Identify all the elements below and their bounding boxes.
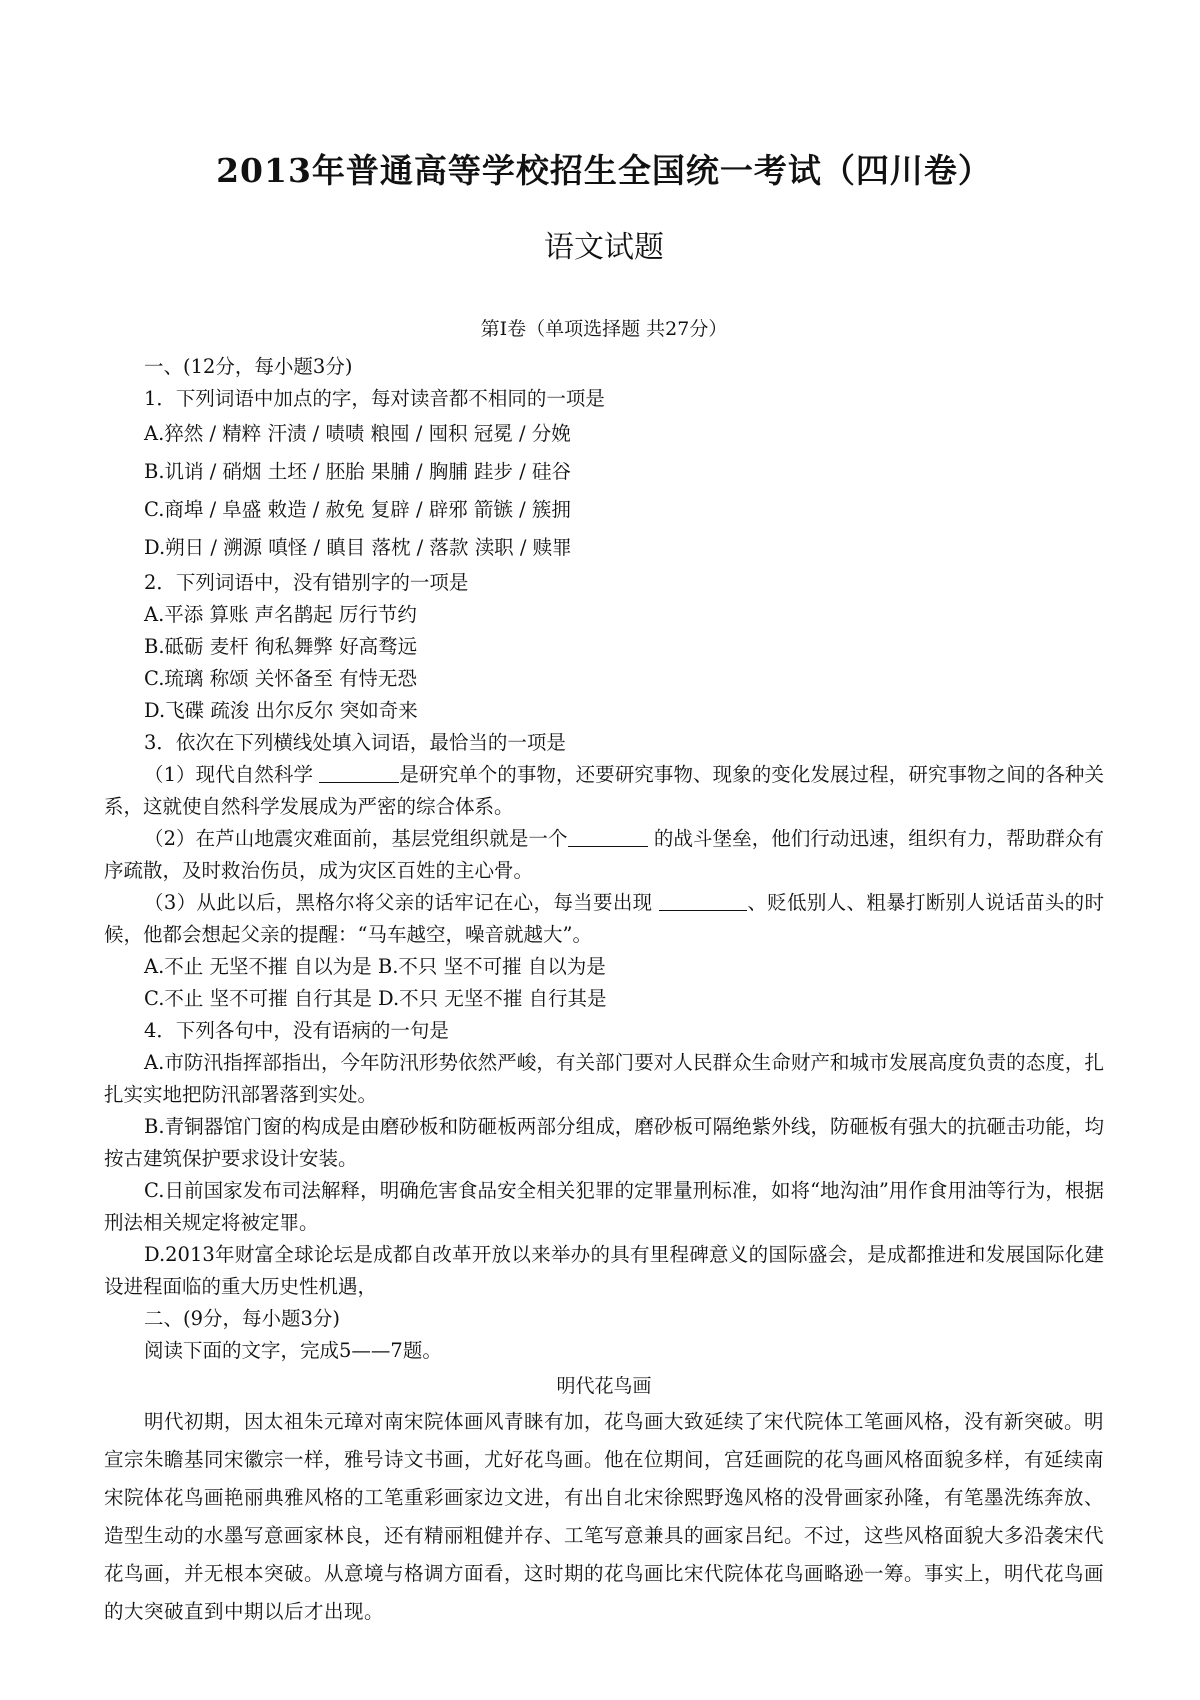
passage-title: 明代花鸟画 xyxy=(556,1375,652,1397)
exam-title: 2013年普通高等学校招生全国统一考试（四川卷） xyxy=(216,151,992,190)
option-d: D.朔日 / 溯源 嗔怪 / 瞋目 落枕 / 落款 渎职 / 赎罪 xyxy=(144,536,572,559)
option-a: A.猝然 / 精粹 汗渍 / 啧啧 粮囤 / 囤积 冠冕 / 分娩 xyxy=(144,422,571,445)
option-b: B.讥诮 / 硝烟 土坯 / 胚胎 果脯 / 胸脯 跬步 / 硅谷 xyxy=(144,460,571,483)
passage-body: 明代初期，因太祖朱元璋对南宋院体画风青睐有加，花鸟画大致延续了宋代院体工笔画风格，没有新突破。明宣宗朱瞻基同宋徽宗一样，雅号诗文书画，尤好花鸟画。他在位期间，宫廷画院的花鸟画风格面貌多样，有延续南宋院体花鸟画艳丽典雅风格的工笔重彩画家边文进，有出自北宋徐熙野逸风格的没骨画家孙隆，有笔墨洗练奔放、造型生动的水墨写意画家林良，还有精丽粗健并存、工笔写意兼具的画家吕纪。不过，这些风格面貌大多沿袭宋代花鸟画，并无根本突破。从意境与格调方面看，这时期的花鸟画比宋代院体花鸟画略逊一筹。事实上，明代花鸟画的大突破直到中期以后才出现。 xyxy=(104,1410,1105,1623)
sentence-1: （1）现代自然科学 是研究单个的事物，还要研究事物、现象的变化发展过程，研究事物之间的各种关系，这就使自然科学发展成为严密的综合体系。 xyxy=(104,763,1104,818)
sentence-3: （3）从此以后，黑格尔将父亲的话牢记在心，每当要出现 、贬低别人、粗暴打断别人说话苗头的时候，他都会想起父亲的提醒：“马车越空，噪音就越大”。 xyxy=(104,891,1104,946)
option-c: C.商埠 / 阜盛 敕造 / 赦免 复辟 / 辟邪 箭镞 / 簇拥 xyxy=(144,498,571,521)
option-a: A.市防汛指挥部指出，今年防汛形势依然严峻，有关部门要对人民群众生命财产和城市发展高度负责的态度，扎扎实实地把防汛部署落到实处。 xyxy=(104,1051,1104,1106)
option-c: C.琉璃 称颂 关怀备至 有恃无恐 xyxy=(144,667,418,690)
option-d: D.飞碟 疏浚 出尔反尔 突如奇来 xyxy=(144,699,418,722)
fill-blank xyxy=(319,763,399,784)
sentence-2: （2）在芦山地震灾难面前，基层党组织就是一个 的战斗堡垒，他们行动迅速，组织有力，帮助群众有序疏散，及时救治伤员，成为灾区百姓的主心骨。 xyxy=(104,827,1104,882)
option-b: B.青铜器馆门窗的构成是由磨砂板和防砸板两部分组成，磨砂板可隔绝紫外线，防砸板有强大的抗砸击功能，均按古建筑保护要求设计安装。 xyxy=(104,1115,1104,1170)
reading-instruction: 阅读下面的文字，完成5——7题。 xyxy=(144,1339,442,1362)
fill-blank xyxy=(568,827,648,848)
question-stem: 2．下列词语中，没有错别字的一项是 xyxy=(144,571,469,594)
part-title: 第Ⅰ卷（单项选择题 共27分） xyxy=(480,318,728,340)
section-heading: 一、(12分，每小题3分) xyxy=(144,355,353,378)
option-d: D.2013年财富全球论坛是成都自改革开放以来举办的具有里程碑意义的国际盛会，是成都推进和发展国际化建设进程面临的重大历史性机遇， xyxy=(104,1243,1104,1298)
question-stem: 4．下列各句中，没有语病的一句是 xyxy=(144,1019,449,1042)
options-ab: A.不止 无坚不摧 自以为是 B.不只 坚不可摧 自以为是 xyxy=(144,955,606,978)
section-heading: 二、(9分，每小题3分) xyxy=(144,1307,341,1330)
option-c: C.日前国家发布司法解释，明确危害食品安全相关犯罪的定罪量刑标准，如将“地沟油”用作食用油等行为，根据刑法相关规定将被定罪。 xyxy=(104,1179,1104,1234)
option-b: B.砥砺 麦杆 徇私舞弊 好高骛远 xyxy=(144,635,418,658)
fill-blank xyxy=(659,891,747,912)
question-stem: 1．下列词语中加点的字，每对读音都不相同的一项是 xyxy=(144,387,605,410)
exam-subtitle: 语文试题 xyxy=(544,230,664,265)
option-a: A.平添 算账 声名鹊起 厉行节约 xyxy=(144,603,417,626)
options-cd: C.不止 坚不可摧 自行其是 D.不只 无坚不摧 自行其是 xyxy=(144,987,607,1010)
question-stem: 3．依次在下列横线处填入词语，最恰当的一项是 xyxy=(144,731,566,754)
